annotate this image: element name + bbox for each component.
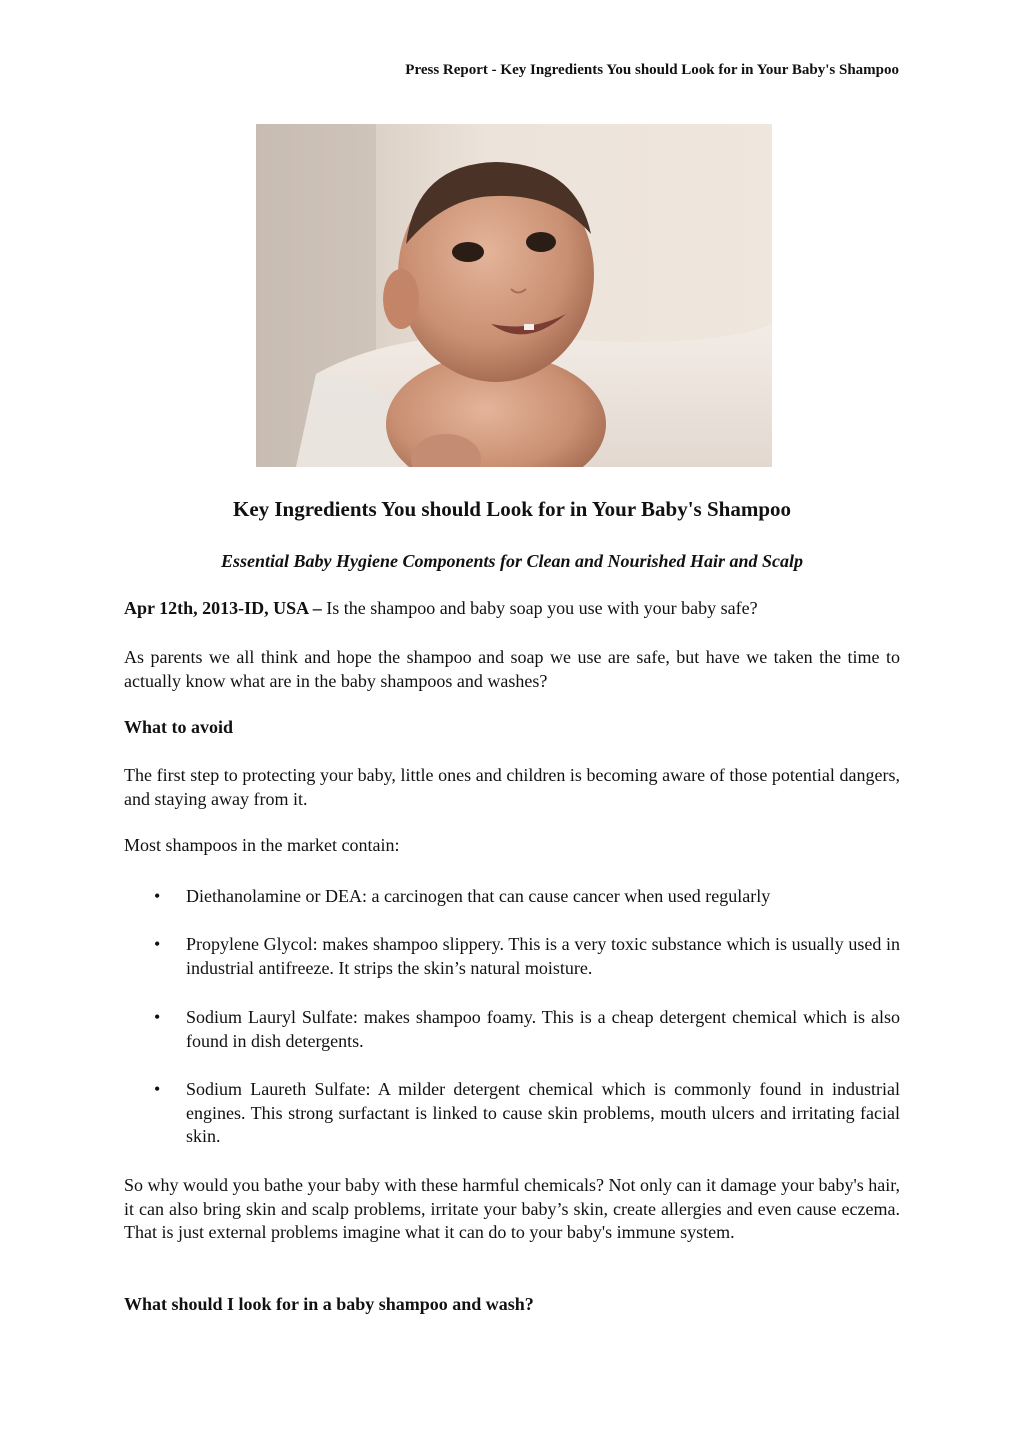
heading-what-to-look-for: What should I look for in a baby shampoo and wash? bbox=[124, 1294, 534, 1314]
bullet-icon: • bbox=[154, 934, 161, 954]
running-header: Press Report - Key Ingredients You should Look for in Your Baby's Shampoo bbox=[405, 62, 899, 78]
heading-what-to-avoid: What to avoid bbox=[124, 717, 234, 737]
list-item-text: Sodium Lauryl Sulfate: makes shampoo foamy. This is a cheap detergent chemical which is also found in dish detergents. bbox=[186, 1007, 900, 1051]
list-item-text: Propylene Glycol: makes shampoo slippery. This is a very toxic substance which is usually used in industrial antifreeze. It strips the skin’s natural moisture. bbox=[186, 934, 900, 978]
dateline: Apr 12th, 2013-ID, USA – bbox=[124, 598, 322, 618]
paragraph-first-step: The first step to protecting your baby, little ones and children is becoming aware of those potential dangers, and staying away from it. bbox=[124, 765, 900, 809]
bullet-icon: • bbox=[154, 886, 161, 906]
paragraph-parents: As parents we all think and hope the shampoo and soap we use are safe, but have we taken the time to actually know what are in the baby shampoos and washes? bbox=[124, 647, 900, 691]
lead-text: Is the shampoo and baby soap you use with your baby safe? bbox=[321, 598, 758, 618]
list-item-text: Sodium Laureth Sulfate: A milder detergent chemical which is commonly found in industrial engines. This strong surfactant is linked to cause skin problems, mouth ulcers and irritating facial skin. bbox=[186, 1079, 900, 1146]
lead-paragraph bbox=[124, 597, 900, 621]
bullet-icon: • bbox=[154, 1079, 161, 1099]
article-subtitle: Essential Baby Hygiene Components for Clean and Nourished Hair and Scalp bbox=[220, 551, 804, 571]
article-title: Key Ingredients You should Look for in Your Baby's Shampoo bbox=[232, 497, 792, 521]
bullet-icon: • bbox=[154, 1007, 161, 1027]
paragraph-most-shampoos: Most shampoos in the market contain: bbox=[124, 835, 400, 855]
baby-bath-photo bbox=[256, 124, 772, 467]
list-item-text: Diethanolamine or DEA: a carcinogen that can cause cancer when used regularly bbox=[186, 886, 771, 906]
paragraph-why: So why would you bathe your baby with these harmful chemicals? Not only can it damage your baby's hair, it can also bring skin and scalp problems, irritate your baby’s skin, create allergies and even cause eczema. That is just external problems imagine what it can do to your baby's immune system. bbox=[124, 1175, 900, 1242]
